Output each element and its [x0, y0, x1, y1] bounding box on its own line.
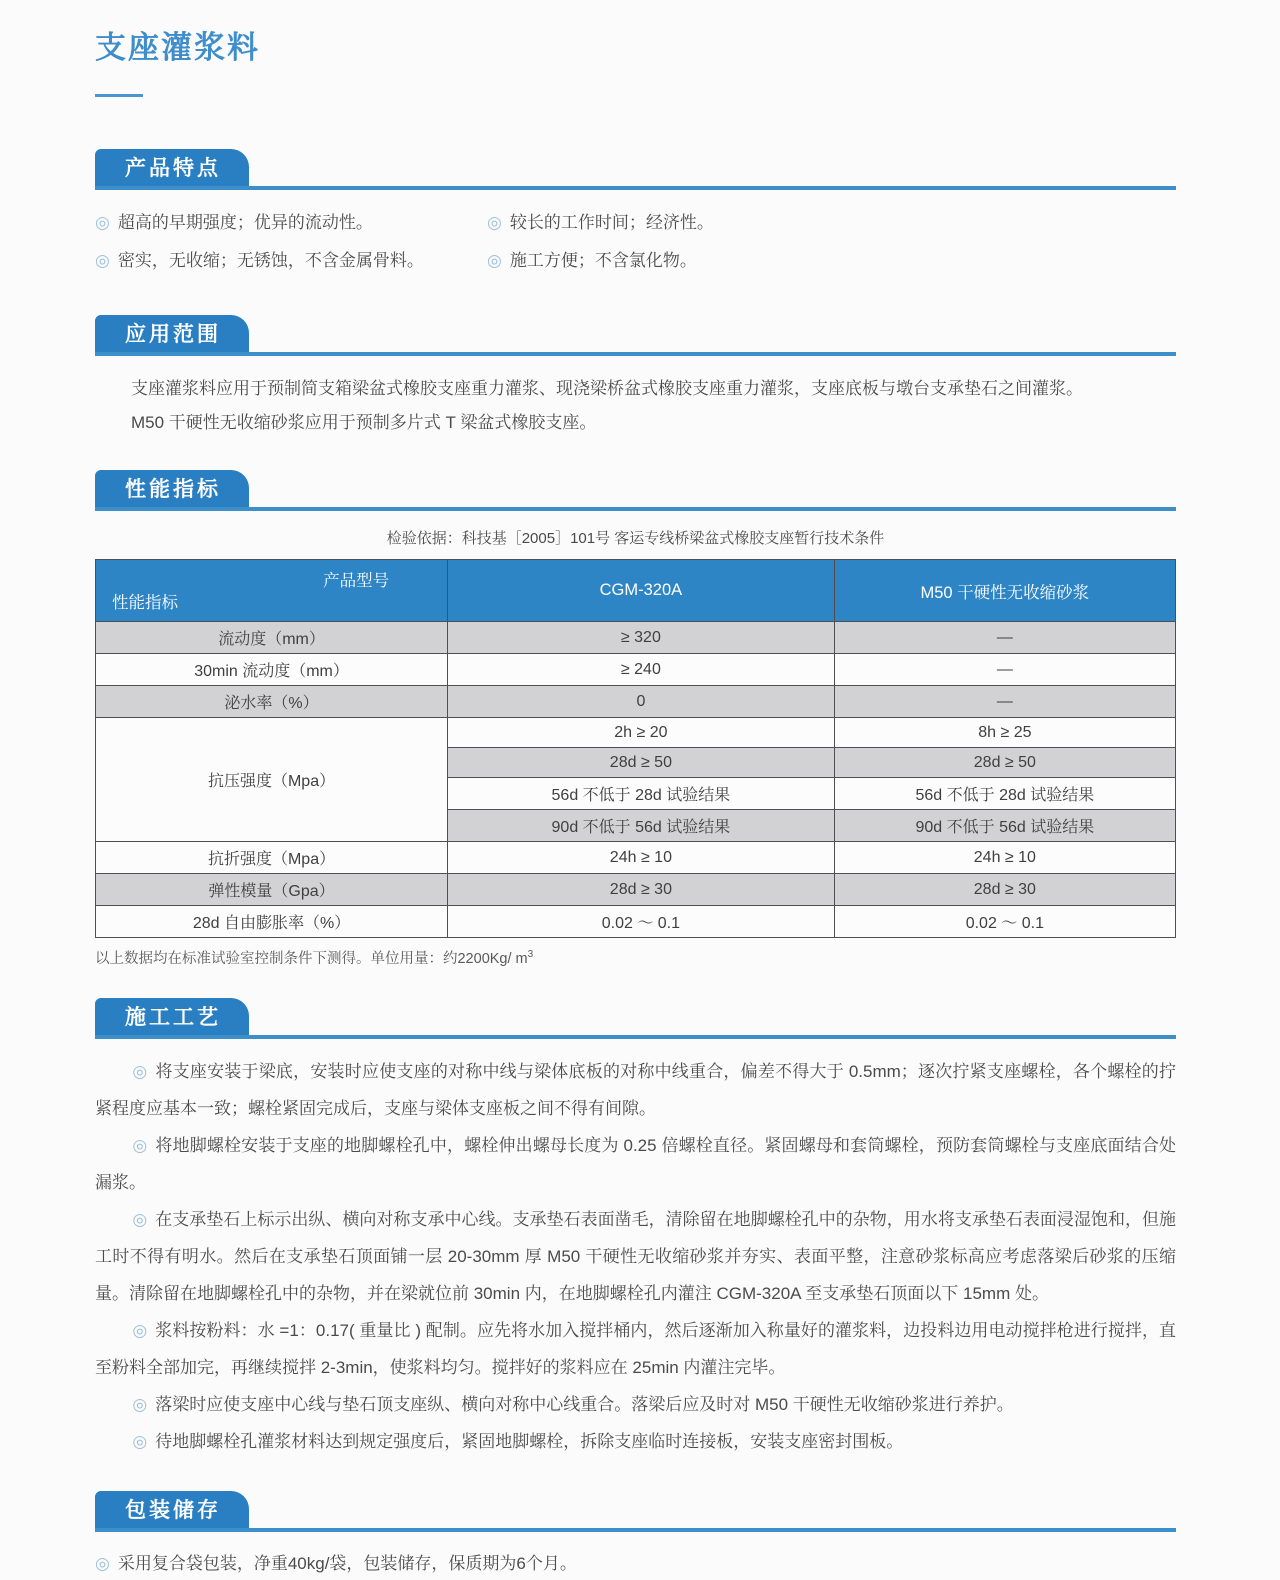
row-label: 30min 流动度（mm）: [96, 654, 448, 686]
cell-value: —: [834, 622, 1175, 654]
datasheet-page: [0, 22, 1280, 1580]
packaging-item: [95, 1548, 1176, 1580]
features-list: [95, 208, 1176, 271]
table-header-row: [96, 560, 1176, 622]
row-label: 泌水率（%）: [96, 686, 448, 718]
row-label: 流动度（mm）: [96, 622, 448, 654]
process-item: [95, 1423, 1176, 1460]
process-text: 在支承垫石上标示出纵、横向对称支承中心线。支承垫石表面凿毛，清除留在地脚螺栓孔中的杂物，用水将支承垫石表面浸湿饱和，但施工时不得有明水。然后在支承垫石顶面铺一层 20-30mm 厚 M50 干硬性无收缩砂浆并夯实、表面平整，注意砂浆标高应考虑落梁后砂浆的压缩量。清除留在地脚螺栓孔中的杂物，并在梁就位前 30min 内，在地脚螺栓孔内灌注 CGM-320A 至支承垫石顶面以下 15mm 处。: [95, 1210, 1177, 1304]
process-item: [95, 1201, 1176, 1312]
section-head-features: [95, 149, 1176, 190]
bullet-icon: ◎: [132, 1395, 148, 1415]
process-item: [95, 1386, 1176, 1423]
table-row: [96, 874, 1176, 906]
application-line: M50 干硬性无收缩砂浆应用于预制多片式 T 梁盆式橡胶支座。: [131, 413, 597, 432]
bullet-icon: ◎: [132, 1210, 148, 1230]
corner-label-performance-index: 性能指标: [112, 594, 178, 612]
bullet-icon: ◎: [132, 1062, 148, 1081]
bullet-icon: ◎: [95, 213, 110, 232]
process-text: 将地脚螺栓安装于支座的地脚螺栓孔中，螺栓伸出螺母长度为 0.25 倍螺栓直径。紧固螺母和套筒螺栓，预防套筒螺栓与支座底面结合处漏浆。: [95, 1136, 1176, 1193]
table-row: [96, 718, 1176, 748]
process-item: [95, 1127, 1176, 1201]
performance-table: [95, 559, 1176, 938]
row-label: 弹性模量（Gpa）: [96, 874, 448, 906]
bullet-icon: ◎: [95, 1553, 110, 1573]
row-label-compressive-strength: 抗压强度（Mpa）: [96, 718, 448, 842]
feature-item: [95, 246, 487, 271]
cell-value: 90d 不低于 56d 试验结果: [834, 810, 1175, 842]
section-head-application: [95, 315, 1176, 356]
row-label: 28d 自由膨胀率（%）: [96, 906, 448, 938]
cell-value: ≥ 320: [448, 622, 835, 654]
cell-value: 28d ≥ 50: [448, 748, 835, 778]
cell-value: 28d ≥ 30: [448, 874, 835, 906]
bullet-icon: ◎: [132, 1136, 148, 1156]
table-row: [96, 622, 1176, 654]
cell-value: 56d 不低于 28d 试验结果: [834, 778, 1175, 810]
row-label: 抗折强度（Mpa）: [96, 842, 448, 874]
cell-value: 0.02 ～ 0.1: [448, 906, 835, 938]
feature-item: [487, 208, 1176, 233]
section-tab-performance: 性能指标: [95, 470, 249, 507]
application-body: [95, 372, 1176, 440]
section-tab-process: 施工工艺: [95, 998, 249, 1035]
cell-value: 24h ≥ 10: [448, 842, 835, 874]
table-row: [96, 842, 1176, 874]
bullet-icon: ◎: [95, 251, 110, 270]
table-row: [96, 906, 1176, 938]
table-note-superscript: 3: [527, 949, 534, 961]
test-basis-text: 检验依据：科技基［2005］101号 客运专线桥梁盆式橡胶支座暂行技术条件: [386, 530, 885, 547]
title-underline-dash: [95, 94, 143, 97]
cell-value: 28d ≥ 50: [834, 748, 1175, 778]
table-note-text: 以上数据均在标准试验室控制条件下测得。单位用量：约2200Kg/ m: [95, 951, 528, 967]
feature-item: [95, 208, 487, 233]
process-item: [95, 1312, 1176, 1386]
cell-value: 0: [448, 686, 835, 718]
column-header-m50: M50 干硬性无收缩砂浆: [834, 560, 1175, 622]
cell-value: —: [834, 686, 1175, 718]
feature-text: 施工方便；不含氯化物。: [509, 251, 697, 270]
bullet-icon: ◎: [132, 1432, 148, 1452]
feature-text: 较长的工作时间；经济性。: [509, 213, 714, 232]
cell-value: 2h ≥ 20: [448, 718, 835, 748]
cell-value: 28d ≥ 30: [834, 874, 1175, 906]
packaging-text: 采用复合袋包装，净重40kg/袋，包装储存，保质期为6个月。: [117, 1553, 577, 1573]
corner-label-product-model: 产品型号: [323, 572, 390, 590]
section-head-performance: [95, 470, 1176, 511]
process-text: 待地脚螺栓孔灌浆材料达到规定强度后，紧固地脚螺栓，拆除支座临时连接板，安装支座密封围板。: [155, 1432, 904, 1452]
page-title: 支座灌浆料: [95, 30, 260, 65]
section-head-packaging: [95, 1491, 1176, 1532]
process-text: 浆料按粉料：水 =1：0.17( 重量比 ) 配制。应先将水加入搅拌桶内，然后逐渐加入称量好的灌浆料，边投料边用电动搅拌枪进行搅拌，直至粉料全部加完，再继续搅拌 2-3min，使浆料均匀。搅拌好的浆料应在 25min 内灌注完毕。: [95, 1321, 1176, 1378]
cell-value: 8h ≥ 25: [834, 718, 1175, 748]
bullet-icon: ◎: [132, 1321, 148, 1341]
feature-text: 密实，无收缩；无锈蚀，不含金属骨料。: [117, 251, 424, 270]
table-row: [96, 686, 1176, 718]
cell-value: —: [834, 654, 1175, 686]
bullet-icon: ◎: [487, 251, 502, 270]
bullet-icon: ◎: [487, 213, 502, 232]
column-header-cgm320a: CGM-320A: [448, 560, 835, 622]
cell-value: 24h ≥ 10: [834, 842, 1175, 874]
table-corner-cell: [96, 560, 448, 622]
table-row: [96, 654, 1176, 686]
cell-value: 56d 不低于 28d 试验结果: [448, 778, 835, 810]
application-line: 支座灌浆料应用于预制简支箱梁盆式橡胶支座重力灌浆、现浇梁桥盆式橡胶支座重力灌浆，支座底板与墩台支承垫石之间灌浆。: [131, 379, 1083, 398]
packaging-body: [95, 1548, 1176, 1580]
cell-value: ≥ 240: [448, 654, 835, 686]
process-text: 将支座安装于梁底，安装时应使支座的对称中线与梁体底板的对称中线重合，偏差不得大于 0.5mm；逐次拧紧支座螺栓，各个螺栓的拧紧程度应基本一致；螺栓紧固完成后，支座与梁体支座板之间不得有间隙。: [95, 1062, 1176, 1119]
section-tab-packaging: 包装储存: [95, 1491, 249, 1528]
process-body: [95, 1053, 1176, 1461]
cell-value: 0.02 ～ 0.1: [834, 906, 1175, 938]
process-text: 落梁时应使支座中心线与垫石顶支座纵、横向对称中心线重合。落梁后应及时对 M50 干硬性无收缩砂浆进行养护。: [155, 1395, 1014, 1415]
table-note: [95, 947, 1176, 968]
section-tab-application: 应用范围: [95, 315, 249, 352]
process-item: [95, 1053, 1176, 1127]
cell-value: 90d 不低于 56d 试验结果: [448, 810, 835, 842]
feature-item: [487, 246, 1176, 271]
section-head-process: [95, 998, 1176, 1039]
section-tab-features: 产品特点: [95, 149, 249, 186]
feature-text: 超高的早期强度；优异的流动性。: [117, 213, 373, 232]
